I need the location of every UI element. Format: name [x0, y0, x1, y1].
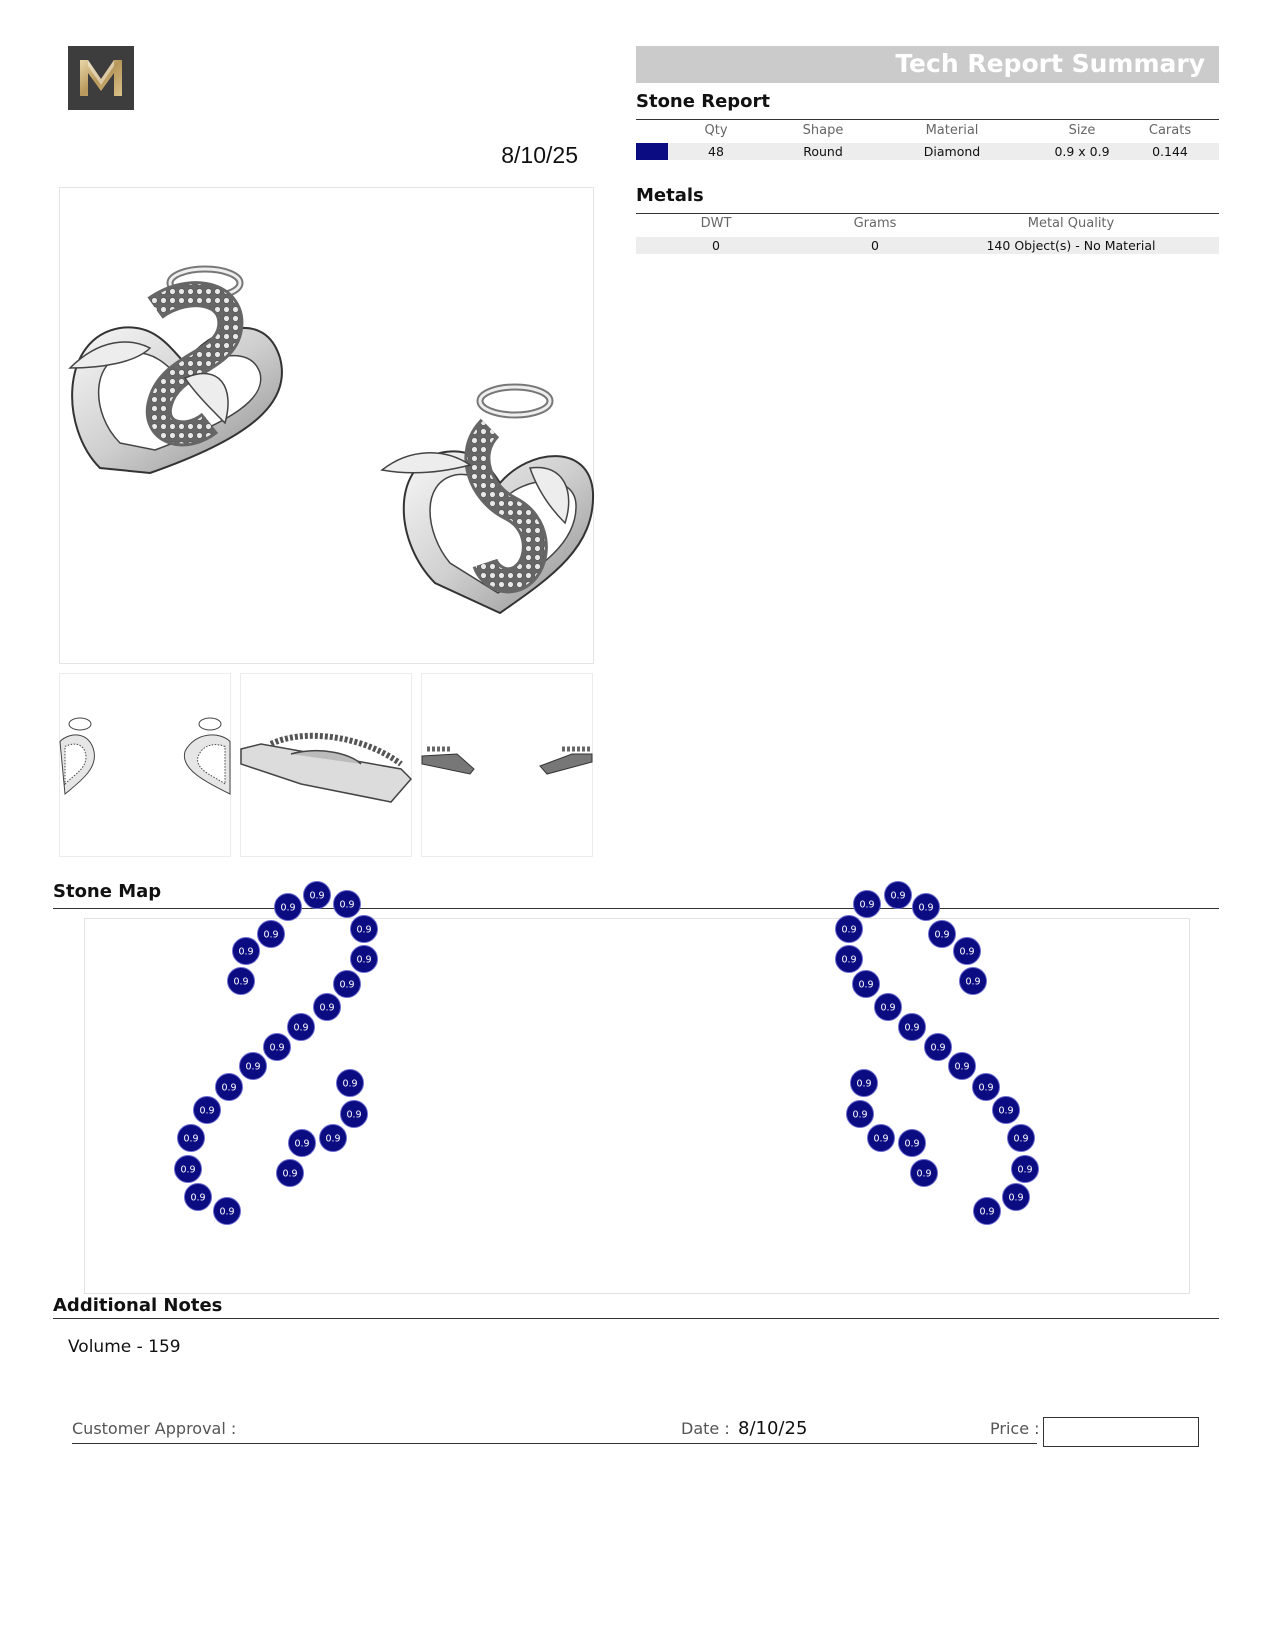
- metal-grams: 0: [871, 238, 879, 253]
- thumbnail-edge-view[interactable]: [421, 673, 593, 857]
- thumbnail-side-view[interactable]: [240, 673, 412, 857]
- col-carats-header: Carats: [1148, 123, 1192, 138]
- stone-marker: [960, 968, 987, 995]
- stone-marker: [925, 1034, 952, 1061]
- stone-marker: [194, 1097, 221, 1124]
- metals-header-row: [636, 216, 1219, 234]
- additional-notes-title: Additional Notes: [53, 1295, 223, 1316]
- stone-marker: [974, 1198, 1001, 1225]
- stone-marker: [351, 946, 378, 973]
- stone-marker: [875, 994, 902, 1021]
- stone-size-label: 0.9: [904, 1138, 920, 1150]
- pendant-render-left: [70, 269, 282, 473]
- stone-marker: [178, 1125, 205, 1152]
- stone-marker: [216, 1074, 243, 1101]
- tech-report-title: Tech Report Summary: [895, 49, 1205, 78]
- stone-map-panel: [84, 890, 1190, 1294]
- stone-size-label: 0.9: [965, 976, 981, 988]
- stone-size-label: 0.9: [342, 1078, 358, 1090]
- stone-size-label: 0.9: [916, 1168, 932, 1180]
- stone-marker: [929, 921, 956, 948]
- stone-marker: [214, 1198, 241, 1225]
- stone-size-label: 0.9: [282, 1168, 298, 1180]
- stone-marker: [885, 882, 912, 909]
- stone-marker: [289, 1130, 316, 1157]
- main-render-view: [59, 187, 594, 664]
- pendant-render-right: [382, 387, 593, 613]
- col-qty-header: Qty: [704, 123, 728, 138]
- stone-map-rule: [53, 908, 1219, 909]
- stone-marker: [949, 1053, 976, 1080]
- stone-size-label: 0.9: [856, 1078, 872, 1090]
- stone-marker: [1003, 1184, 1030, 1211]
- stone-size-label: 0.9: [890, 890, 906, 902]
- stone-size-label: 0.9: [245, 1061, 261, 1073]
- metals-rule: [636, 213, 1219, 214]
- stone-size-label: 0.9: [859, 899, 875, 911]
- stone-size-label: 0.9: [339, 979, 355, 991]
- stone-size-label: 0.9: [356, 954, 372, 966]
- stone-marker: [288, 1014, 315, 1041]
- price-input-box[interactable]: [1043, 1417, 1199, 1447]
- stone-marker: [836, 946, 863, 973]
- approval-signature-line: [72, 1443, 1037, 1444]
- stone-size-label: 0.9: [934, 929, 950, 941]
- stone-size-label: 0.9: [263, 929, 279, 941]
- col-material-header: Material: [925, 123, 979, 138]
- stone-marker: [258, 921, 285, 948]
- report-date: 8/10/25: [501, 142, 578, 168]
- stone-marker: [899, 1014, 926, 1041]
- metal-dwt: 0: [712, 238, 720, 253]
- stone-size-label: 0.9: [325, 1133, 341, 1145]
- stone-marker: [853, 971, 880, 998]
- stone-size-label: 0.9: [183, 1133, 199, 1145]
- stone-size-label: 0.9: [841, 954, 857, 966]
- stone-size-label: 0.9: [219, 1206, 235, 1218]
- stone-size-label: 0.9: [1008, 1192, 1024, 1204]
- metal-quality: 140 Object(s) - No Material: [986, 238, 1156, 253]
- stone-size-label: 0.9: [319, 1002, 335, 1014]
- stone-size-label: 0.9: [269, 1042, 285, 1054]
- stone-carats: 0.144: [1152, 144, 1188, 159]
- stone-marker: [228, 968, 255, 995]
- metals-title: Metals: [636, 185, 704, 206]
- stone-marker: [264, 1034, 291, 1061]
- stone-marker: [868, 1125, 895, 1152]
- stone-size-label: 0.9: [221, 1082, 237, 1094]
- stone-size-label: 0.9: [873, 1133, 889, 1145]
- stone-size-label: 0.9: [978, 1082, 994, 1094]
- col-grams-header: Grams: [853, 216, 897, 231]
- customer-approval-label: Customer Approval :: [72, 1419, 237, 1438]
- stone-size-label: 0.9: [918, 902, 934, 914]
- stone-marker: [314, 994, 341, 1021]
- stone-size-label: 0.9: [238, 946, 254, 958]
- stone-marker: [320, 1125, 347, 1152]
- stone-shape: Round: [803, 144, 843, 159]
- stone-marker: [973, 1074, 1000, 1101]
- stone-marker: [175, 1156, 202, 1183]
- stone-size-label: 0.9: [852, 1109, 868, 1121]
- approval-date-label: Date :: [681, 1419, 730, 1438]
- stone-qty: 48: [708, 144, 724, 159]
- stone-size-label: 0.9: [233, 976, 249, 988]
- stone-report-row: [636, 143, 1219, 160]
- stone-marker: [277, 1160, 304, 1187]
- stone-marker: [240, 1053, 267, 1080]
- stone-marker: [847, 1101, 874, 1128]
- approval-date-value: 8/10/25: [738, 1418, 808, 1439]
- stone-size: 0.9 x 0.9: [1054, 144, 1110, 159]
- stone-size-label: 0.9: [930, 1042, 946, 1054]
- notes-text: Volume - 159: [68, 1337, 181, 1357]
- stone-color-swatch: [636, 143, 668, 160]
- stone-size-label: 0.9: [190, 1192, 206, 1204]
- stone-report-title: Stone Report: [636, 91, 771, 112]
- stone-map-canvas: [85, 890, 1189, 1293]
- stone-size-label: 0.9: [339, 899, 355, 911]
- stone-marker: [836, 916, 863, 943]
- stone-marker: [341, 1101, 368, 1128]
- stone-size-label: 0.9: [954, 1061, 970, 1073]
- stone-marker: [334, 891, 361, 918]
- stone-marker: [185, 1184, 212, 1211]
- stone-marker: [854, 891, 881, 918]
- stone-marker: [954, 938, 981, 965]
- stone-size-label: 0.9: [858, 979, 874, 991]
- stone-size-label: 0.9: [309, 890, 325, 902]
- stone-marker: [1012, 1156, 1039, 1183]
- stone-marker: [993, 1097, 1020, 1124]
- stone-size-label: 0.9: [280, 902, 296, 914]
- stone-marker: [911, 1160, 938, 1187]
- stone-size-label: 0.9: [904, 1022, 920, 1034]
- stone-marker: [899, 1130, 926, 1157]
- stone-size-label: 0.9: [959, 946, 975, 958]
- stone-size-label: 0.9: [880, 1002, 896, 1014]
- stone-marker: [233, 938, 260, 965]
- stone-report-header-row: [636, 123, 1219, 141]
- stone-map-title: Stone Map: [53, 881, 162, 902]
- stone-marker: [851, 1070, 878, 1097]
- stone-size-label: 0.9: [294, 1138, 310, 1150]
- stone-size-label: 0.9: [293, 1022, 309, 1034]
- tech-report-header: [636, 46, 1219, 83]
- stone-size-label: 0.9: [180, 1164, 196, 1176]
- stone-marker: [1008, 1125, 1035, 1152]
- stone-marker: [334, 971, 361, 998]
- thumbnail-strip: [59, 673, 592, 855]
- stone-marker: [304, 882, 331, 909]
- stone-marker: [337, 1070, 364, 1097]
- stone-size-label: 0.9: [346, 1109, 362, 1121]
- thumbnail-front-view[interactable]: [59, 673, 231, 857]
- col-shape-header: Shape: [802, 123, 844, 138]
- stone-report-rule: [636, 119, 1219, 120]
- stone-marker: [351, 916, 378, 943]
- stone-size-label: 0.9: [199, 1105, 215, 1117]
- stone-size-label: 0.9: [1013, 1133, 1029, 1145]
- col-metal-quality-header: Metal Quality: [1027, 216, 1115, 231]
- company-logo: [68, 46, 134, 110]
- stone-size-label: 0.9: [998, 1105, 1014, 1117]
- stone-size-label: 0.9: [1017, 1164, 1033, 1176]
- stone-size-label: 0.9: [841, 924, 857, 936]
- metals-row: [636, 237, 1219, 254]
- stone-marker: [275, 894, 302, 921]
- stone-size-label: 0.9: [979, 1206, 995, 1218]
- stone-material: Diamond: [923, 144, 981, 159]
- col-dwt-header: DWT: [700, 216, 732, 231]
- price-label: Price :: [990, 1419, 1040, 1438]
- additional-notes-rule: [53, 1318, 1219, 1319]
- col-size-header: Size: [1068, 123, 1096, 138]
- stone-marker: [913, 894, 940, 921]
- stone-size-label: 0.9: [356, 924, 372, 936]
